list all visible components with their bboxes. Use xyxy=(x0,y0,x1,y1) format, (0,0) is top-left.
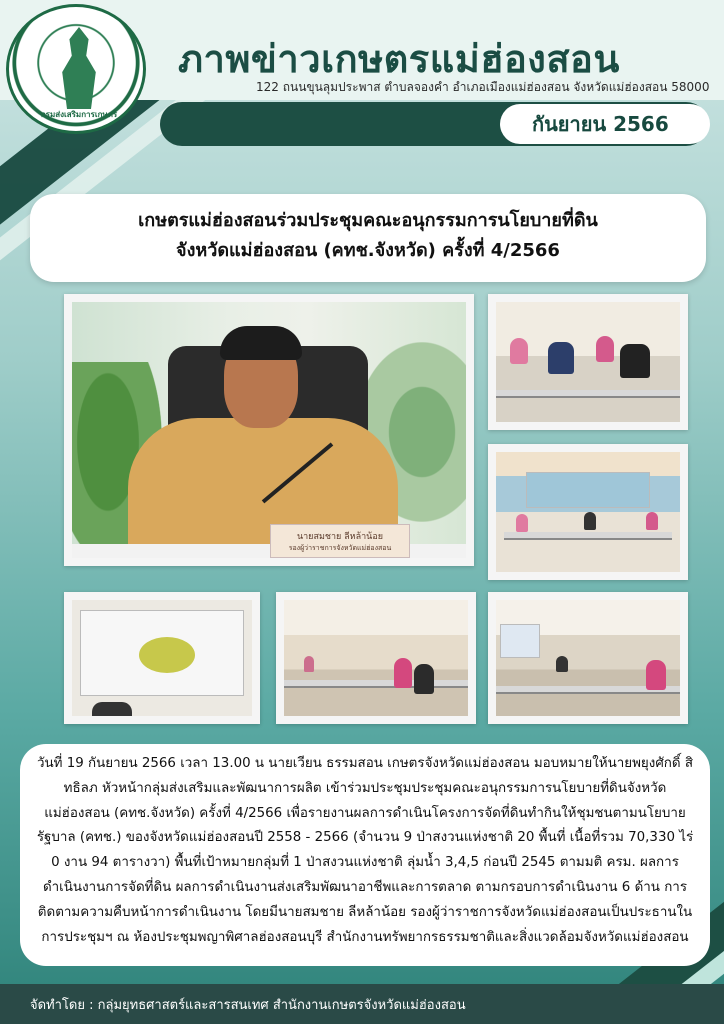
issue-date: กันยายน 2566 xyxy=(532,112,669,136)
photo-meeting-room-wide xyxy=(488,444,688,580)
photo-meeting-room-back xyxy=(488,592,688,724)
headline-line-1: เกษตรแม่ฮ่องสอนร่วมประชุมคณะอนุกรรมการนโยบายที่ดิน xyxy=(138,210,598,231)
photo-person xyxy=(584,512,596,530)
headline-line-2: จังหวัดแม่ฮ่องสอน (คทช.จังหวัด) ครั้งที่ 4/2566 xyxy=(176,240,560,261)
photo-desk xyxy=(496,390,680,398)
headline-box xyxy=(30,194,706,282)
nameplate-title: รองผู้ว่าราชการจังหวัดแม่ฮ่องสอน xyxy=(288,544,392,552)
photo-slide xyxy=(80,610,244,696)
photo-projection-screen xyxy=(526,472,650,508)
photo-meeting-room-side xyxy=(276,592,476,724)
footer-credit: จัดทำโดย : กลุ่มยุทธศาสตร์และสารสนเทศ สำนักงานเกษตรจังหวัดแม่ฮ่องสอน xyxy=(30,998,466,1013)
photo-projection-screen xyxy=(500,624,540,658)
photo-person xyxy=(620,344,650,378)
photo-desk xyxy=(284,680,468,688)
photo-main-chairman xyxy=(64,294,474,566)
photo-person xyxy=(414,664,434,694)
photo-meeting-attendees xyxy=(488,294,688,430)
photo-person-hair xyxy=(220,326,302,360)
photo-person xyxy=(516,514,528,532)
photo-desk xyxy=(504,532,672,540)
department-logo xyxy=(6,4,146,134)
photo-person xyxy=(394,658,412,688)
photo-person xyxy=(556,656,568,672)
photo-person xyxy=(92,702,132,716)
photo-person xyxy=(548,342,574,374)
slide-chart-icon xyxy=(139,637,195,673)
photo-person xyxy=(646,512,658,530)
office-address: 122 ถนนขุนลุมประพาส ตำบลจองคำ อำเภอเมืองแม่ฮ่องสอน จังหวัดแม่ฮ่องสอน 58000 xyxy=(256,80,710,94)
logo-caption: กรมส่งเสริมการเกษตร xyxy=(40,110,118,119)
news-body-box xyxy=(20,744,710,966)
nameplate-name: นายสมชาย ลีหล้าน้อย xyxy=(296,532,384,542)
photo-presentation-slide xyxy=(64,592,260,724)
page-title: ภาพข่าวเกษตรแม่ฮ่องสอน xyxy=(178,37,620,81)
photo-person xyxy=(646,660,666,690)
photo-nameplate xyxy=(270,524,410,558)
deity-emblem-icon xyxy=(55,27,103,109)
photo-person xyxy=(596,336,614,362)
news-body-text: วันที่ 19 กันยายน 2566 เวลา 13.00 น นายเวียน ธรรมสอน เกษตรจังหวัดแม่ฮ่องสอน มอบหมายให้นายพยุงศักดิ์ สิทธิลภ หัวหน้ากลุ่มส่งเสริมและพัฒนาการผลิต เข้าร่วมประชุมประชุมคณะอนุกรรมการนโยบายที่ดินจังหวัดแม่ฮ่องสอน (คทช.จังหวัด) ครั้งที่ 4/2566 เพื่อรายงานผลการดำเนินโครงการจัดที่ดินทำกินให้ชุมชนตามนโยบายรัฐบาล (คทช.) ของจังหวัดแม่ฮ่องสอนปี 2558 - 2566 (จำนวน 9 ป่าสงวนแห่งชาติ 20 พื้นที่ เนื้อที่รวม 70,330 ไร่ 0 งาน 94 ตารางวา) พื้นที่เป้าหมายกลุ่มที่ 1 ป่าสงวนแห่งชาติ ลุ่มน้ำ 3,4,5 ก่อนปี 2545 ตามมติ ครม. ผลการดำเนินงานการจัดที่ดิน ผลการดำเนินงานส่งเสริมพัฒนาอาชีพและการตลาด ตามกรอบการดำเนินงาน 6 ด้าน การติดตามความคืบหน้าการดำเนินงาน โดยมีนายสมชาย ลีหล้าน้อย รองผู้ว่าราชการจังหวัดแม่ฮ่องสอนเป็นประธานในการประชุมฯ ณ ห้องประชุมพญาพิศาลฮ่องสอนบุรี สำนักงานทรัพยากรธรรมชาติและสิ่งแวดล้อมจังหวัดแม่ฮ่องสอน xyxy=(36,756,694,945)
photo-person xyxy=(510,338,528,364)
photo-person xyxy=(304,656,314,672)
